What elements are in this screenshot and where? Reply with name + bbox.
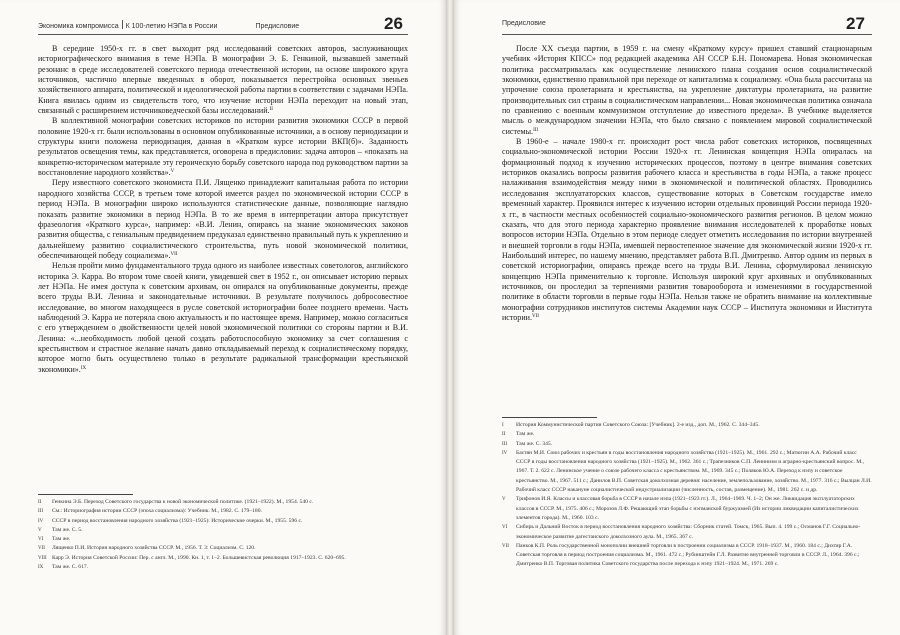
footnote: III См.: Историография истории СССР (эпоха социализма): Учебник. М., 1982. С. 179–180. (38, 508, 262, 515)
page-number-right: 27 (846, 14, 865, 33)
footnote-marker: V (170, 169, 175, 175)
footnote-marker: III (533, 127, 539, 133)
header-separator (122, 20, 123, 29)
running-header-right (502, 20, 546, 27)
footnote-rule (38, 494, 133, 495)
footnote: II Генкина Э.Б. Переход Советского государства к новой экономической политике. (1921–1922). М., 1954. 540 с. (38, 499, 314, 505)
footnote-marker: VII (531, 313, 539, 319)
footnote: VII Лященко П.И. История народного хозяйства СССР. М., 1956. Т. 3: Социализм. С. 120. (38, 545, 256, 552)
left-page (0, 0, 446, 635)
footnote: V Трифонов И.Я. Классы и классовая борьба в СССР в начале нэпа (1921–1923 гг.). Л., 1964–1969. Ч. 1–2; Он же. Ликвидация эксплуататорских классов в СССР. М., 1975. 406 с.; Морозов Л.Ф. Решающий этап борьбы с нэпманской буржуазией (Из истории ликвидации капиталистических элементов города). М., 1960. 103 с. (502, 496, 859, 521)
paragraph: В 1960-е – начале 1980-х гг. происходит рост числа работ советских историков, посвященных социально-экономической истории России 1920-х гг. Ленинская концепция НЭПа опиралась на формационный подход к изучению исторических процессов, поэтому в центре внимания советских историков оказались вопросы развития рабочего класса и крестьянства в годы НЭПа, а также процесс налаживания взаимодействия между ними в экономической и политической областях. Проводились исследования эксплуататорских классов, существование которых в Советском государстве имело временный характер. Проявился интерес к изучению истории отдельных провинций России периода 1920-х гг., в частности местных особенностей социально-экономического развития регионов. В целом можно сказать, что для этого периода характерно проявление внимания исследователей к проработке новых вопросов истории НЭПа. Отдельно в этом периоде следует отметить исследования по истории внутренней и внешней торговли в годы НЭПа, имевшей первостепенное значение для экономической жизни 1920-х гг. Наибольший интерес, по нашему мнению, представляет работа В.П. Дмитренко. Автор одним из первых в советской историографии, опираясь прежде всего на труды В.И. Ленина, сформулировал ленинскую концепцию НЭПа применительно к торговле. Используя широкий круг архивных и опубликованных источников, он проследил за терпениями развития товарооборота и изменениями в государственной политике в области торговли в первые годы НЭПа. Нельзя также не обратить внимание на коллективные монографии сотрудников институтов системы Академии наук СССР – Института экономики и Института истории.$^{VII}$ (502, 137, 872, 322)
paragraph: После XX съезда партии, в 1959 г. на смену «Краткому курсу» пришел ставший стационарным учебник «История КПСС» под редакцией академика АН СССР Б.Н. Пономарева. Новая экономическая политика рассматривалась как осуществление ленинского плана создания основ социалистической экономики, единственно правильной при переходе от капитализма к социализму. «Она была рассчитана на упрочение союза пролетариата и крестьянства, на укрепление диктатуры пролетариата, на развитие производительных сил страны в социалистическом направлении... Новая экономическая политика означала по сравнению с военным коммунизмом отступление до известного предела». В учебнике выделяется мысль о международном значении НЭПа, что было связано с появлением мировой социалистической системы.$^{III}$ (502, 44, 872, 136)
footnote: IV СССР в период восстановления народного хозяйства (1921–1925): Исторические очерки. М., 1955. 596 с. (38, 517, 303, 524)
paragraph: Перу известного советского экономиста П.И. Лященко принадлежит капитальная работа по истории народного хозяйства СССР, в третьем томе которой имеется раздел по экономической истории СССР в период НЭПа. В монографии широко используются статистические данные, позволяющие наглядно показать развитие экономики в период НЭПа. В то же время в интерпретации автора присутствует фразеология «Краткого курса», например: «В.И. Ленин, опираясь на знание экономических законов развития общества, с гениальным предвидением предуказал единственно правильный путь к укреплению и дальнейшему развитию социалистического строительства, путь новой экономической политики, обеспечивающей победу социализма».$^{VII}$ (38, 178, 408, 260)
header-section: Предисловие (502, 20, 546, 27)
footnote: V Там же. С. 5. (38, 526, 83, 533)
footnote: VI Там же. (38, 536, 71, 543)
footnote: I История Коммунистической партии Советского Союза: [Учебник]. 2-е изд., доп. М., 1962. С. 344–345. (502, 422, 760, 428)
paragraph: В середине 1950-х гг. в свет выходит ряд исследований советских авторов, заслуживающих историографического внимания в теме НЭПа. В монографии Э. Б. Генкиной, вызвавшей заметный резонанс в среде исследователей советского периода отечественной истории, на основе широкого круга источников, частично впервые введенных в оборот, показывается перестройка основных звеньев хозяйственного аппарата, политической и идеологической работы партии в соответствии с задачами НЭПа. Книга явилась одним из свидетельств того, что изучение истории НЭПа переходит на новый этап, связанный с расширением источниковедческой базы исследований.$^{II}$ (38, 44, 408, 116)
footnotes-right (502, 421, 872, 570)
header-rule (38, 34, 408, 35)
footnotes-left (38, 498, 408, 572)
header-book-subtitle: К 100-летию НЭПа в России (125, 23, 218, 30)
footnote: VI Сибирь и Дальний Восток в период восстановления народного хозяйства: Сборник статей. Томск, 1965. Вып. 4. 199 с.; Османов Г.Г. Социально-экономическое развитие дагестанского доколхозного аула. М., 1965. 367 с. (502, 524, 861, 540)
footnote-marker: II (269, 107, 273, 113)
footnote: VII Панков К.П. Роль государственной монополии внешней торговли в построении социализма в СССР. 1918–1937. М., 1960. 184 с.; Дихтяр Г.А. Советская торговля в период построения социализма. М., 1961. 472 с.; Рубинштейн Г.Л. Развитие внутренней торговли в СССР. Л., 1964. 396 с.; Дмитренко В.П. Торговая политика Советского государства после перехода к нэпу 1921–1924. М., 1971. 269 с. (502, 542, 860, 568)
header-section: Предисловие (255, 23, 300, 30)
footnote-marker: VII (170, 251, 178, 257)
paragraph: Нельзя пройти мимо фундаментального труда одного из наиболее известных советологов, английского историка Э. Карра. Во втором томе своей книги, увидевшей свет в 1952 г., он описывает историю первых лет НЭПа. Не имея доступа к советским архивам, он опирался на опубликованные документы, прежде всего труды В.И. Ленина и законодательные источники. В результате получилось добросовестное исследование, во многом находящееся в русле советской историографии более позднего времени. Часть наблюдений Э. Карра не потеряла свою актуальность и по настоящее время. Например, можно согласиться с его утверждением о двойственности целей новой экономической политики со стороны партии и В.И. Ленина: «...необходимость любой ценой создать работоспособную экономику за счет соглашения с крестьянством и страстное желание начать давно откладываемый переход к социалистическому порядку, которое могло быть осуществлено только в результате радикальной трансформации крестьянской экономики».$^{IX}$ (38, 261, 408, 374)
footnote-marker: IX (80, 365, 87, 371)
header-rule (502, 34, 872, 35)
paragraph: В коллективной монографии советских историков по истории развития экономики СССР в первой половине 1920-х гг. были использованы в основном опубликованные источники, а в основу периодизации и структуры книги положена периодизация, данная в «Кратком курсе истории ВКП(б)». Заданность результатов освещения темы, как представляется, оговорена в предисловии: задача авторов – «показать на конкретно-историческом материале эту героическую борьбу советского народа под руководством партии за восстановление народного хозяйства».$^V$ (38, 116, 408, 178)
footnote: III Там же. С. 345. (502, 440, 553, 447)
footnote: VIII Карр Э. История Советской России: Пер. с англ. М., 1990. Кн. 1, т. 1–2. Большевистская революция 1917–1923. С. 620–695. (38, 554, 346, 561)
footnote: IX Там же. С. 617. (38, 564, 89, 571)
header-book-title: Экономика компромисса (38, 23, 119, 30)
running-header-left (38, 20, 299, 30)
footnote: II Там же. (502, 431, 535, 438)
body-text-right (502, 44, 872, 323)
right-page (454, 0, 900, 635)
footnote: IV Бастян М.И. Союз рабочих и крестьян в годы восстановления народного хозяйства (1921–1925). М., 1961. 292 с.; Матюгин А.А. Рабочий класс СССР в годы восстановления народного хозяйства (1921–1925). М., 1962. 361 с.; Трапезников С.П. Ленинизм и аграрно-крестьянский вопрос. М., 1967. Т. 2. 622 с. Ленинское учение о союзе рабочего класса с крестьянством. М., 1969. 345 с.; Поляков Ю.А. Переход к нэпу и советское крестьянство. М., 1967. 511 с.; Данилов В.П. Советская доколхозная деревня: население, землепользование, хозяйство. М., 1977. 316 с.; Вылцан Л.И. Рабочий класс СССР накануне социалистической индустриализации (численность, состав, размещение). М., 1981. 262 с. и др. (502, 449, 872, 494)
book-spine (446, 0, 454, 635)
body-text-left (38, 44, 408, 375)
footnote-rule (502, 417, 597, 418)
page-number-left: 26 (384, 14, 403, 33)
